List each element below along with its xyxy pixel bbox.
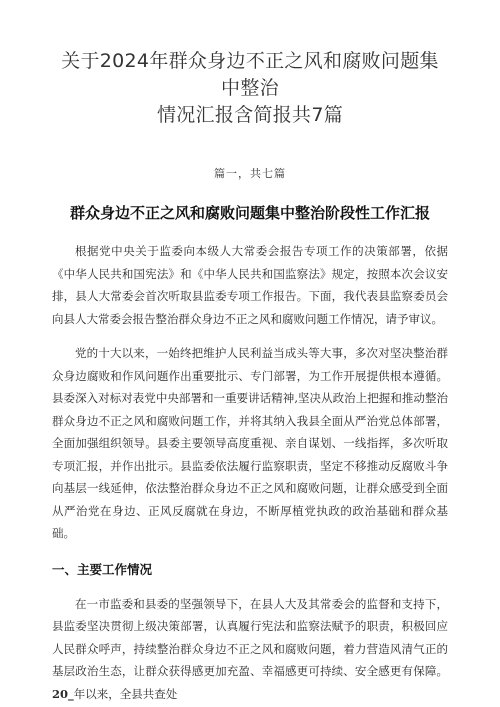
body-paragraph-3-year: 20_ (52, 686, 74, 701)
document-title-line-2: 情况汇报含简报共7篇 (156, 104, 344, 126)
document-title-line-1: 关于2024年群众身边不正之风和腐败问题集中整治 (61, 50, 439, 99)
body-paragraph-3-text-a: 在一市监委和县委的坚强领导下，在县人大及其常委会的监督和支持下，县监委坚决贯彻上级决策部署，认真履行宪法和监察法赋予的职责，积极回应人民群众呼声，持续整治群众身边不正之风和腐败问题，着力营造风清气正的基层政治生态，让群众获得感更加充盈、幸福感更可持续、安全感更有保障。 (52, 596, 448, 678)
body-paragraph-3-text-b: 年以来，全县共查处 (73, 686, 178, 701)
section-subtitle: 群众身边不正之风和腐败问题集中整治阶段性工作汇报 (69, 204, 430, 222)
body-paragraph-1: 根据党中央关于监委向本级人大常委会报告专项工作的决策部署，依据《中华人民共和国宪法》和《中华人民共和国监察法》规定，按照本次会议安排，县人大常委会首次听取县监委专项工作报告。下面，我代表县监察委员会向县人大常委会报告整治群众身边不正之风和腐败问题工作情况，请予审议。 (52, 244, 448, 326)
body-paragraph-2: 党的十大以来，一始终把维护人民利益当成头等大事，多次对坚决整治群众身边腐败和作风问题作出重要批示、专门部署，为工作开展提供根本遵循。县委深入对标对表党中央部署和一重要讲话精神,坚决从政治上把握和推动整治群众身边不正之风和腐败问题工作，并将其纳入我县全面从严治党总体部署，全面加强组织领导。县委主要领导高度重视、亲自谋划、一线指挥，多次听取专项汇报，并作出批示。县监委依法履行监察职责，坚定不移推动反腐败斗争向基层一线延伸，依法整治群众身边不正之风和腐败问题，让群众感受到全面从严治党在身边、正风反腐就在身边，不断厚植党执政的政治基础和群众基础。 (52, 346, 448, 540)
section-label: 篇一，共七篇 (214, 167, 286, 180)
section-heading-1: 一、主要工作情况 (52, 561, 153, 577)
body-paragraph-3 (52, 593, 448, 706)
document-title (52, 0, 448, 129)
